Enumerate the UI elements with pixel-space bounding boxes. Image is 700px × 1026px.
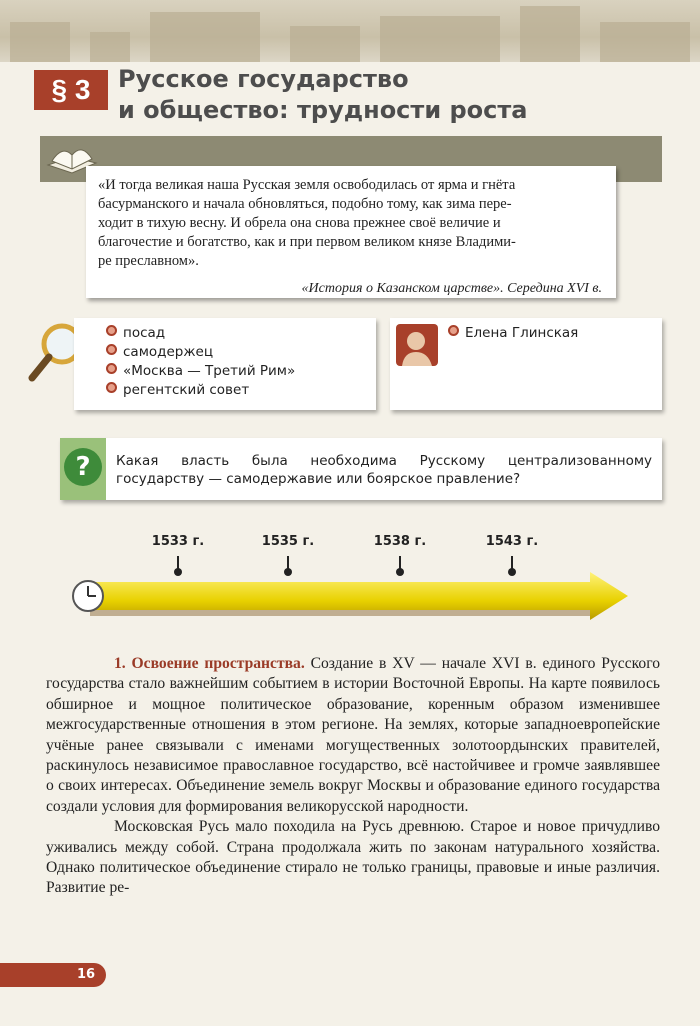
term-item: регентский совет <box>106 381 376 400</box>
key-terms-box <box>74 318 376 410</box>
body-text <box>46 654 660 899</box>
timeline-year: 1535 г. <box>261 534 315 549</box>
epigraph-line: басурманского и начала обновляться, подобно тому, как зима пере- <box>98 196 512 212</box>
epigraph-source: «История о Казанском царстве». Середина XVI в. <box>301 281 602 296</box>
paragraph-badge: § 3 <box>34 70 108 110</box>
epigraph-line: благочестие и богатство, как и при первом великом князе Владими- <box>98 234 516 250</box>
epigraph-line: ре преславном». <box>98 253 199 269</box>
timeline-year: 1538 г. <box>373 534 427 549</box>
epigraph-quote <box>98 176 602 271</box>
timeline-tick <box>511 556 513 572</box>
timeline-tick <box>287 556 289 572</box>
question-text: Какая власть была необходима Русскому централизованному государству — самодержавие или боярское правление? <box>116 453 652 487</box>
bullet-icon <box>106 363 117 374</box>
question-box <box>60 438 662 500</box>
bullet-icon <box>106 325 117 336</box>
term-item: самодержец <box>106 343 376 362</box>
epigraph-line: «И тогда великая наша Русская земля освободилась от ярма и гнёта <box>98 177 516 193</box>
timeline-tick <box>399 556 401 572</box>
bullet-icon <box>106 382 117 393</box>
term-item: посад <box>106 324 376 343</box>
timeline-year: 1543 г. <box>485 534 539 549</box>
header-decoration <box>0 0 700 62</box>
person-silhouette-icon <box>396 324 438 366</box>
title-line-1: Русское государство <box>118 65 409 93</box>
page-title <box>118 64 678 126</box>
key-persons-box <box>390 318 662 410</box>
body-paragraph: 1. Освоение пространства. Создание в XV — начале XVI в. единого Русского государства стало важнейшим событием в истории Восточной Европы. На карте появилось обширное и мощное политическое образование, коренным образом изменившее межгосударственные отношения в этом регионе. На землях, которые западноевропейские учёные ранее связывали с именами могущественных золотоордынских правителей, раскинулось независимое православное государство, всё настойчивее и громче заявлявшее о своих интересах. Объединение земель вокруг Москвы и образование единого государства создали условия для формирования великорусской народности. <box>46 655 660 815</box>
term-item: «Москва — Третий Рим» <box>106 362 376 381</box>
bullet-icon <box>106 344 117 355</box>
timeline-year: 1533 г. <box>151 534 205 549</box>
person-item: Елена Глинская <box>448 324 662 343</box>
clock-icon <box>70 578 106 614</box>
epigraph-line: ходит в тихую весну. И обрела она снова прежнее своё величие и <box>98 215 501 231</box>
title-line-2: и общество: трудности роста <box>118 96 528 124</box>
body-paragraph: Московская Русь мало походила на Русь древнюю. Старое и новое причудливо уживались между собой. Страна продолжала жить по законам натурального хозяйства. Однако политическое объединение стирало не только границы, правовые и иные различия. Развитие ре- <box>46 818 660 897</box>
bullet-icon <box>448 325 459 336</box>
timeline <box>70 528 650 638</box>
timeline-arrow <box>70 572 630 622</box>
timeline-tick <box>177 556 179 572</box>
epigraph-box <box>86 166 616 298</box>
page-number: 16 <box>76 967 96 982</box>
question-icon: ? <box>60 438 106 500</box>
section-heading: 1. Освоение пространства. <box>114 655 305 672</box>
